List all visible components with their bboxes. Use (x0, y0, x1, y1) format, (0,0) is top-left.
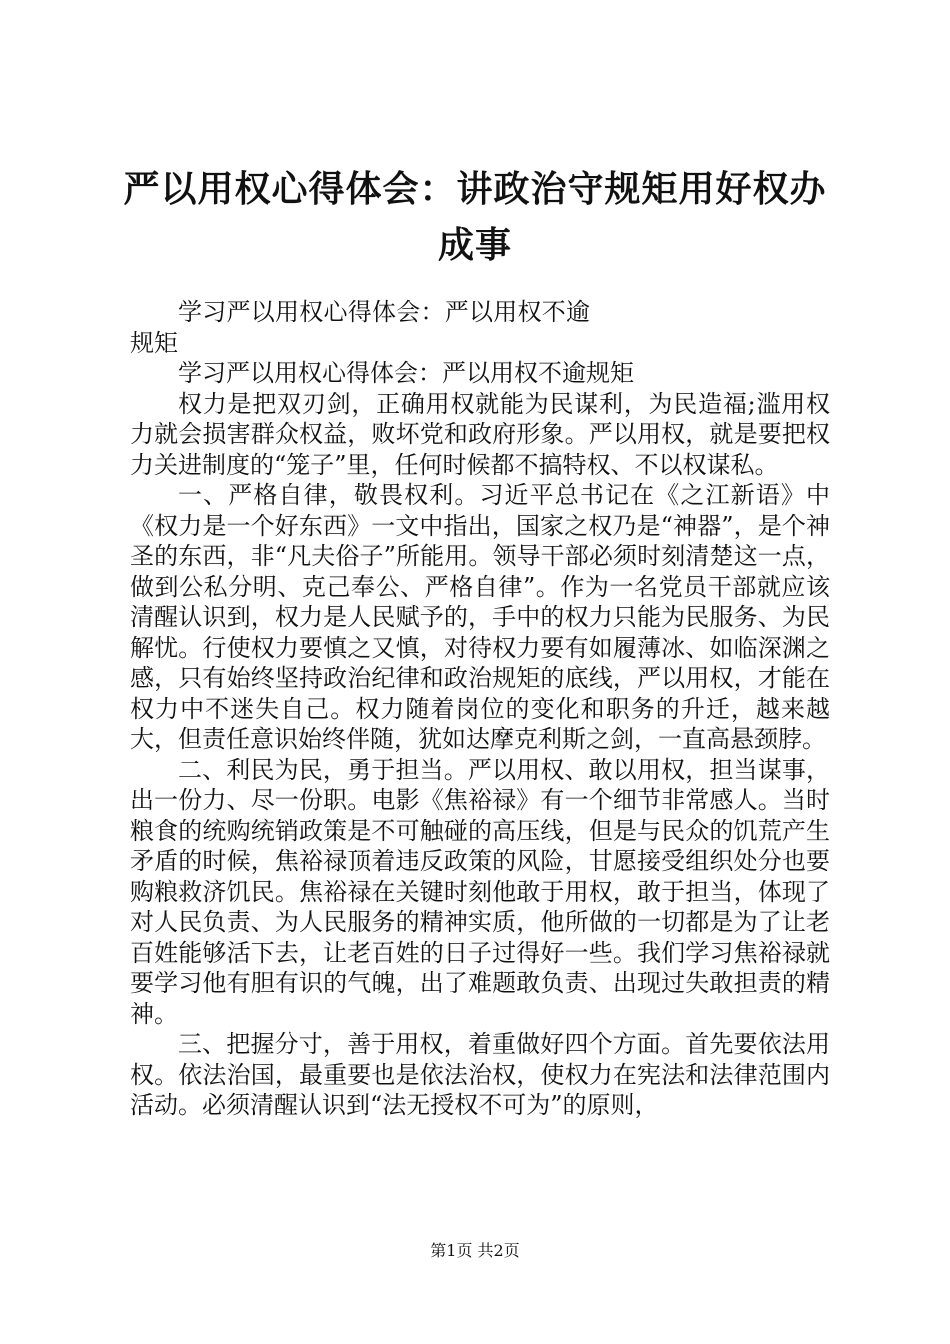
subtitle-line: 学习严以用权心得体会：严以用权不逾规矩 (178, 359, 634, 387)
paragraph: 三、把握分寸，善于用权，着重做好四个方面。首先要依法用权。依法治国，最重要也是依法治权，使权力在宪法和法律范围内活动。必须清醒认识到“法无授权不可为”的原则， (130, 1030, 830, 1119)
document-body (130, 297, 830, 1121)
subtitle-line: 学习严以用权心得体会：严以用权不逾规矩 (130, 298, 590, 357)
paragraph: 权力是把双刃剑，正确用权就能为民谋利，为民造福;滥用权力就会损害群众权益，败坏党和政府形象。严以用权，就是要把权力关进制度的“笼子”里，任何时候都不搞特权、不以权谋私。 (130, 389, 830, 479)
paragraph: 二、利民为民，勇于担当。严以用权、敢以用权，担当谋事，出一份力、尽一份职。电影《焦裕禄》有一个细节非常感人。当时粮食的统购统销政策是不可触碰的高压线，但是与民众的饥荒产生矛盾的时候，焦裕禄顶着违反政策的风险，甘愿接受组织处分也要购粮救济饥民。焦裕禄在关键时刻他敢于用权，敢于担当，体现了对人民负责、为人民服务的精神实质，他所做的一切都是为了让老百姓能够活下去，让老百姓的日子过得好一些。我们学习焦裕禄就要学习他有胆有识的气魄，出了难题敢负责、出现过失敢担责的精神。 (130, 755, 830, 1028)
page-footer: 第1页 共2页 (430, 1241, 520, 1260)
paragraph: 一、严格自律，敬畏权利。习近平总书记在《之江新语》中《权力是一个好东西》一文中指出，国家之权乃是“神器”，是个神圣的东西，非“凡夫俗子”所能用。领导干部必须时刻清楚这一点，做到公私分明、克己奉公、严格自律”。作为一名党员干部就应该清醒认识到，权力是人民赋予的，手中的权力只能为民服务、为民解忧。行使权力要慎之又慎，对待权力要有如履薄冰、如临深渊之感，只有始终坚持政治纪律和政治规矩的底线，严以用权，才能在权力中不迷失自己。权力随着岗位的变化和职务的升迁，越来越大，但责任意识始终伴随，犹如达摩克利斯之剑，一直高悬颈脖。 (130, 481, 830, 753)
document-title: 严以用权心得体会：讲政治守规矩用好权办成事 (123, 169, 827, 266)
